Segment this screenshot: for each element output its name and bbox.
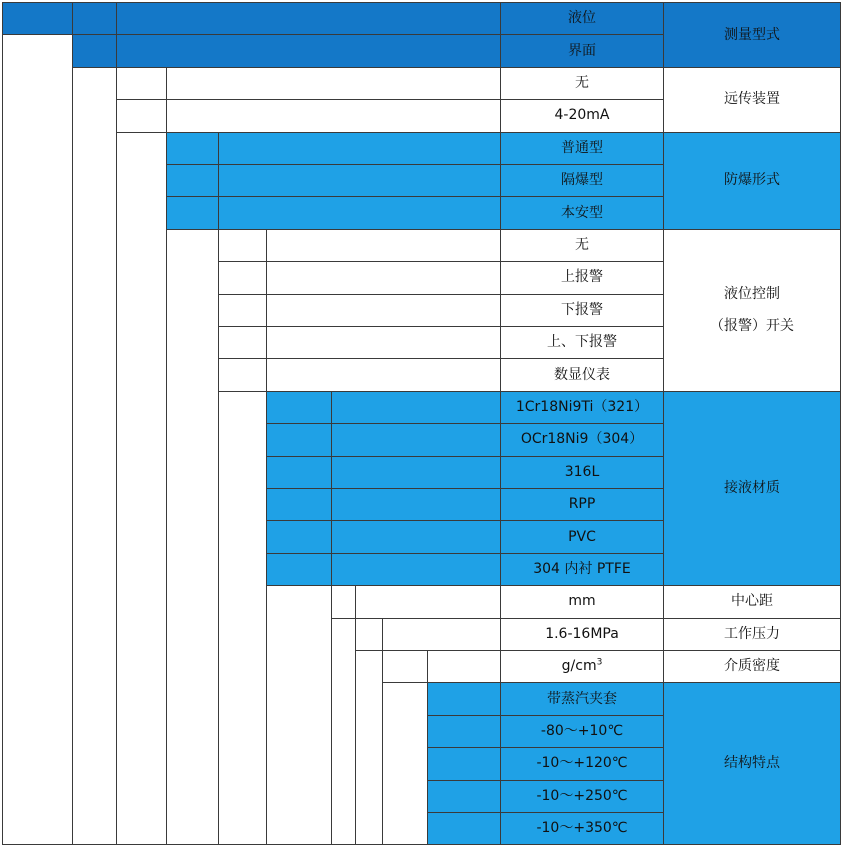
option-description [500, 585, 664, 618]
option-code [266, 520, 332, 553]
option-description-text: 本安型 [561, 204, 603, 221]
connector-strip [266, 585, 332, 845]
option-description-text: RPP [568, 496, 596, 513]
option-description-text: 界面 [568, 42, 596, 59]
option-description [500, 294, 664, 327]
option-code [266, 391, 332, 424]
option-code [218, 326, 267, 359]
category-cell [663, 585, 841, 618]
spacer-cell [266, 261, 501, 294]
connector-strip [355, 650, 383, 845]
spacer-cell [427, 650, 501, 683]
option-code [331, 585, 356, 618]
category-cell [663, 650, 841, 683]
spacer-cell [116, 34, 501, 67]
option-code [116, 67, 167, 100]
option-description [500, 456, 664, 489]
connector-strip [72, 67, 117, 846]
option-description [500, 196, 664, 229]
category-cell [663, 229, 841, 392]
category-cell [663, 618, 841, 651]
option-description-text: 隔爆型 [561, 172, 603, 189]
category-label: 工作压力 [724, 625, 780, 642]
spacer-cell [218, 164, 501, 197]
option-description-text: 无 [575, 237, 589, 254]
spacer-cell [331, 520, 501, 553]
option-code [166, 132, 219, 165]
category-cell [663, 2, 841, 68]
spacer-cell [331, 423, 501, 456]
option-description-text: 1Cr18Ni9Ti（321） [515, 399, 649, 416]
option-code [427, 780, 501, 813]
connector-strip [166, 229, 219, 846]
option-description-text: PVC [568, 528, 596, 545]
option-description [500, 553, 664, 586]
option-code [218, 358, 267, 391]
option-code [166, 196, 219, 229]
category-label: 介质密度 [724, 658, 780, 675]
option-description-text: 上报警 [561, 269, 603, 286]
option-description [500, 618, 664, 651]
connector-strip [116, 132, 167, 846]
option-code [116, 99, 167, 132]
option-description [500, 488, 664, 521]
option-description [500, 2, 664, 35]
option-description [500, 391, 664, 424]
option-description-text: 316L [564, 463, 600, 480]
option-description [500, 780, 664, 813]
model-code-cell [2, 2, 73, 35]
option-description-text: 无 [575, 75, 589, 92]
option-code [427, 682, 501, 715]
option-description-text: mm [568, 593, 596, 610]
spacer-cell [218, 196, 501, 229]
option-description [500, 715, 664, 748]
option-description-text: 1.6-16MPa [545, 625, 619, 642]
option-description [500, 747, 664, 780]
option-description [500, 326, 664, 359]
option-description-text: -10～+350℃ [536, 820, 628, 837]
category-label: 接液材质 [724, 480, 780, 497]
spacer-cell [116, 2, 501, 35]
spacer-cell [218, 132, 501, 165]
category-label: 远传装置 [724, 91, 780, 108]
connector-model [2, 34, 73, 845]
option-description-text: 304 内衬 PTFE [533, 561, 631, 578]
spacer-cell [382, 618, 501, 651]
option-description [500, 99, 664, 132]
option-description [500, 423, 664, 456]
category-cell [663, 391, 841, 586]
spacer-cell [266, 229, 501, 262]
category-cell [663, 67, 841, 133]
option-description [500, 67, 664, 100]
option-code [218, 294, 267, 327]
option-description-text: -10～+120℃ [536, 755, 628, 772]
option-description [500, 34, 664, 67]
option-description-text: 带蒸汽夹套 [547, 690, 617, 707]
category-label: 中心距 [731, 593, 773, 610]
option-description [500, 358, 664, 391]
connector-strip [382, 682, 428, 845]
spacer-cell [331, 553, 501, 586]
option-code [72, 34, 117, 67]
option-code [427, 747, 501, 780]
option-code [355, 618, 383, 651]
spacer-cell [266, 294, 501, 327]
spacer-cell [331, 391, 501, 424]
option-code [266, 423, 332, 456]
option-description-text: 上、下报警 [547, 334, 617, 351]
option-description [500, 261, 664, 294]
spacer-cell [355, 585, 501, 618]
option-description-text: 4-20mA [554, 107, 610, 124]
spacer-cell [166, 67, 501, 100]
spacer-cell [266, 326, 501, 359]
category-label: 测量型式 [724, 26, 780, 43]
option-code [266, 488, 332, 521]
option-description-text: 数显仪表 [554, 366, 610, 383]
option-code [218, 261, 267, 294]
option-code [427, 812, 501, 845]
option-description-text: -80～+10℃ [540, 723, 624, 740]
option-code [382, 650, 428, 683]
option-code [218, 229, 267, 262]
category-cell [663, 682, 841, 845]
category-label: 液位控制 [724, 285, 780, 302]
option-code [266, 456, 332, 489]
option-code [427, 715, 501, 748]
option-description [500, 132, 664, 165]
option-description-text: 普通型 [561, 139, 603, 156]
option-description-text: -10～+250℃ [536, 787, 628, 804]
option-description-text: $g/cm^3$ [561, 657, 603, 675]
option-description [500, 650, 664, 683]
spacer-cell [266, 358, 501, 391]
option-description-text: 液位 [568, 10, 596, 27]
option-description [500, 520, 664, 553]
option-description-text: 下报警 [561, 301, 603, 318]
category-cell [663, 132, 841, 230]
option-description [500, 164, 664, 197]
option-description [500, 812, 664, 845]
spacer-cell [166, 99, 501, 132]
connector-strip [218, 391, 267, 846]
spacer-cell [331, 488, 501, 521]
category-label: 防爆形式 [724, 172, 780, 189]
option-description [500, 682, 664, 715]
spacer-cell [331, 456, 501, 489]
option-code [266, 553, 332, 586]
superscript: 3 [596, 657, 603, 668]
category-label: 结构特点 [724, 755, 780, 772]
option-code [166, 164, 219, 197]
option-description-text: OCr18Ni9（304） [520, 431, 644, 448]
option-code [72, 2, 117, 35]
category-label-line2: （报警）开关 [710, 318, 794, 335]
option-description [500, 229, 664, 262]
connector-strip [331, 618, 356, 846]
